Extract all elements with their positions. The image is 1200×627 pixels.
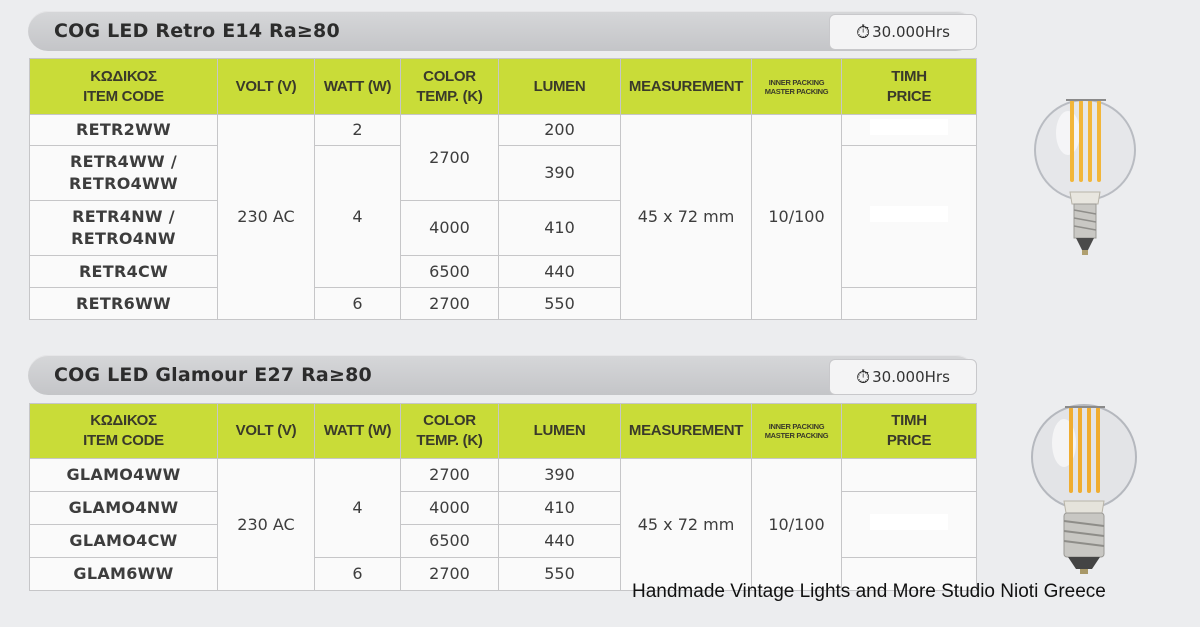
header-watt: WATT (W) [315,59,401,115]
item-code: RETR2WW [30,115,218,146]
item-code: RETR4WW / RETRO4WW [30,146,218,201]
price-blank [870,514,948,530]
lifetime-value: 30.000Hrs [872,368,950,386]
item-code: RETR4CW [30,256,218,288]
item-code: GLAM6WW [30,558,218,591]
item-code: GLAMO4CW [30,525,218,558]
packing-value: 10/100 [752,459,842,591]
lifetime-value: 30.000Hrs [872,23,950,41]
header-color-temp: COLOR TEMP. (K) [401,404,499,459]
item-code: GLAMO4NW [30,492,218,525]
lumen-value: 550 [499,288,621,320]
price-blank [870,206,948,222]
lumen-value: 200 [499,115,621,146]
item-code: RETR4NW / RETRO4NW [30,201,218,256]
temp-value: 2700 [401,459,499,492]
header-item-code: ΚΩΔΙΚΟΣ ITEM CODE [30,404,218,459]
lumen-value: 410 [499,201,621,256]
stopwatch-icon: ⏱ [856,21,871,43]
watt-value: 6 [315,288,401,320]
price-blank [870,119,948,135]
price-cell [842,459,977,492]
temp-value: 2700 [401,115,499,201]
header-lumen: LUMEN [499,404,621,459]
lumen-value: 390 [499,459,621,492]
item-code: RETR6WW [30,288,218,320]
lifetime-badge [829,359,977,395]
table-row [30,115,977,146]
temp-value: 2700 [401,558,499,591]
header-measurement: MEASUREMENT [621,404,752,459]
lumen-value: 410 [499,492,621,525]
watt-value: 4 [315,146,401,288]
spec-table [29,403,977,591]
temp-value: 6500 [401,256,499,288]
spec-table [29,58,977,320]
lumen-value: 440 [499,256,621,288]
section-title: COG LED Retro E14 Ra≥80 [54,20,340,42]
header-volt: VOLT (V) [218,404,315,459]
watt-value: 6 [315,558,401,591]
header-price: ΤΙΜΗ PRICE [842,59,977,115]
watt-value: 2 [315,115,401,146]
temp-value: 2700 [401,288,499,320]
section-title: COG LED Glamour E27 Ra≥80 [54,364,372,386]
measurement-value: 45 x 72 mm [621,459,752,591]
header-packing: INNER PACKING MASTER PACKING [752,404,842,459]
table-row [30,459,977,492]
header-color-temp: COLOR TEMP. (K) [401,59,499,115]
volt-value: 230 AC [218,115,315,320]
volt-value: 230 AC [218,459,315,591]
price-cell [842,492,977,558]
header-lumen: LUMEN [499,59,621,115]
e27-bulb-image [1028,395,1140,575]
header-watt: WATT (W) [315,404,401,459]
price-cell [842,146,977,288]
measurement-value: 45 x 72 mm [621,115,752,320]
packing-value: 10/100 [752,115,842,320]
temp-value: 6500 [401,525,499,558]
stopwatch-icon: ⏱ [856,366,871,388]
item-code: GLAMO4WW [30,459,218,492]
lumen-value: 440 [499,525,621,558]
watermark-text: Handmade Vintage Lights and More Studio Nioti Greece [632,581,1106,602]
header-item-code: ΚΩΔΙΚΟΣ ITEM CODE [30,59,218,115]
header-packing: INNER PACKING MASTER PACKING [752,59,842,115]
header-measurement: MEASUREMENT [621,59,752,115]
lifetime-badge [829,14,977,50]
temp-value: 4000 [401,201,499,256]
lumen-value: 390 [499,146,621,201]
header-price: ΤΙΜΗ PRICE [842,404,977,459]
price-cell [842,115,977,146]
price-cell [842,288,977,320]
lumen-value: 550 [499,558,621,591]
temp-value: 4000 [401,492,499,525]
watt-value: 4 [315,459,401,558]
e14-bulb-image [1030,88,1140,263]
header-volt: VOLT (V) [218,59,315,115]
